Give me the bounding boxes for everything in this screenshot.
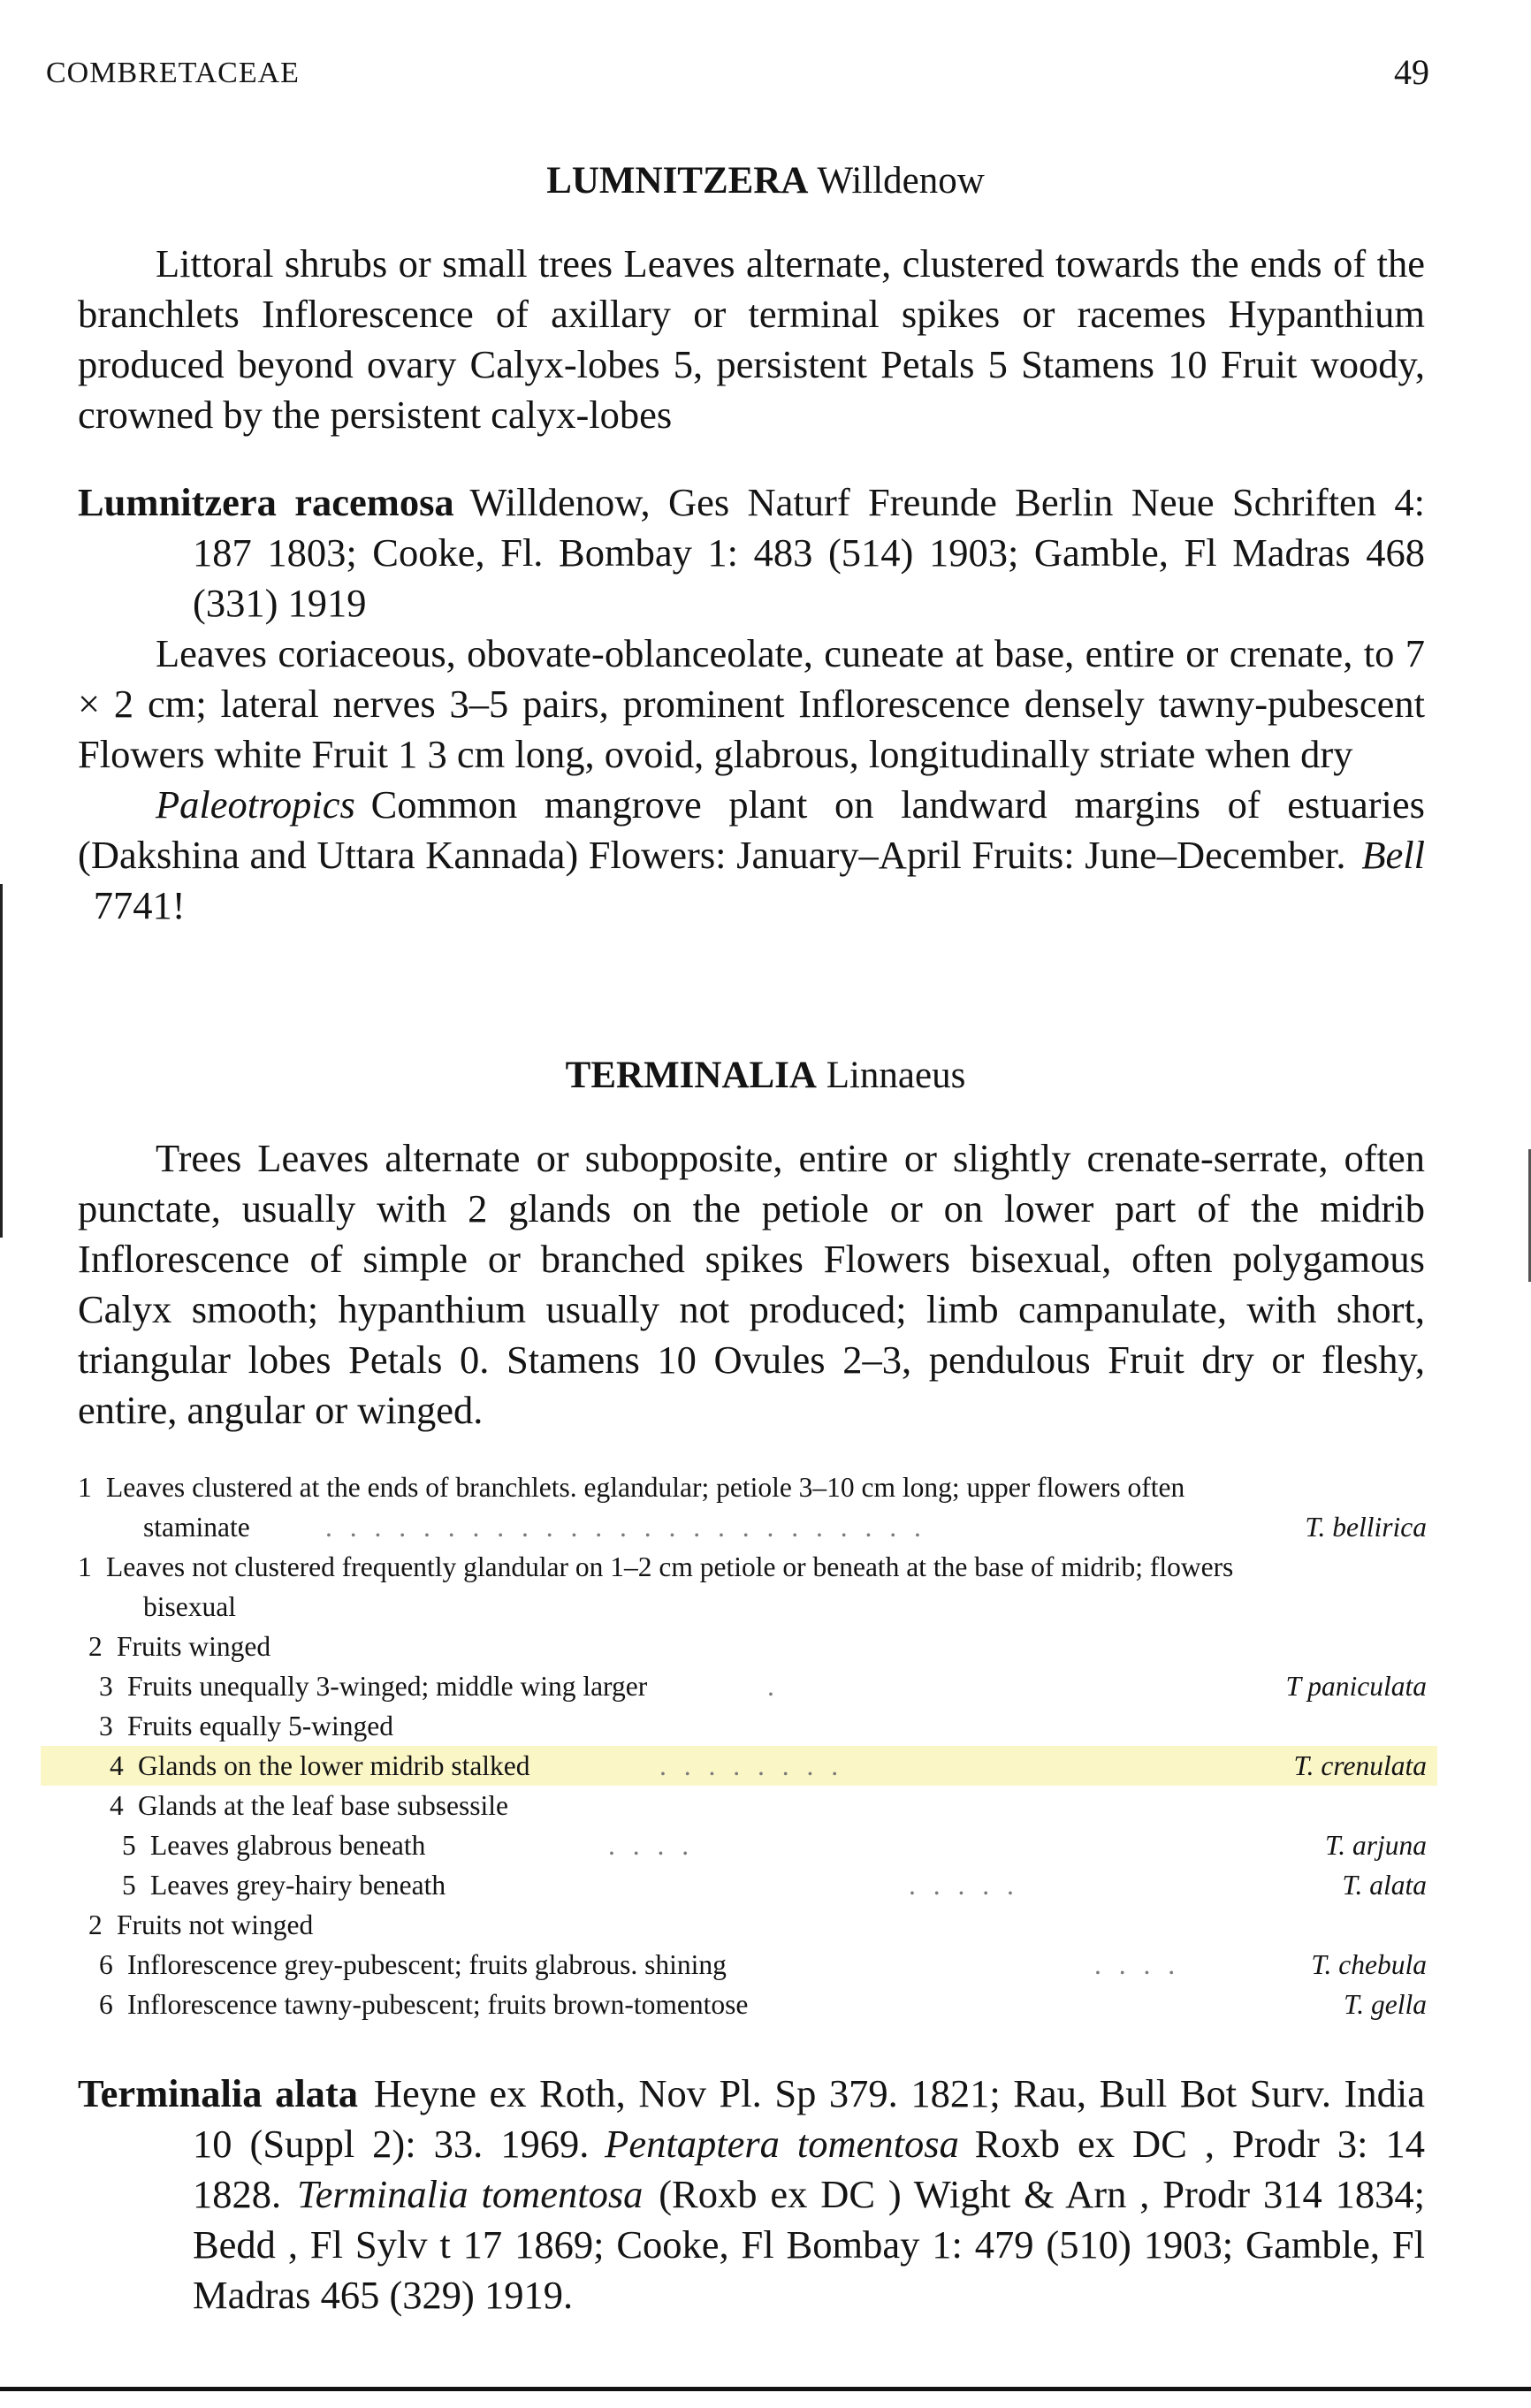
distribution-region: Paleotropics <box>156 782 355 827</box>
key-couplet <box>78 1547 1427 1587</box>
key-lead: 4 Glands on the lower midrib stalked <box>110 1750 530 1781</box>
key-lead: 5 Leaves glabrous beneath <box>122 1830 426 1861</box>
key-result: T. crenulata <box>1293 1750 1427 1781</box>
species-distribution <box>78 780 1425 931</box>
key-result: T. arjuna <box>1325 1830 1427 1861</box>
key-couplet <box>78 1865 1427 1905</box>
lumnitzera-racemosa-entry <box>78 477 1425 931</box>
key-couplet-highlighted <box>41 1746 1437 1786</box>
citation-text: (Roxb ex DC ) Wight & Arn , Prodr 314 1834; Bedd , Fl Sylv t 17 1869; Cooke, Fl Bombay 1: 479 (510) 1903; Gamble, Fl Madras 465 (329) 1919. <box>193 2172 1425 2317</box>
family-running-title: COMBRETACEAE <box>46 57 300 89</box>
citation-text: Roxb ex DC , Prodr 3: 14 1828. <box>193 2122 1425 2216</box>
key-lead: 2 Fruits not winged <box>88 1909 314 1940</box>
key-couplet <box>78 1786 1427 1825</box>
species-citation <box>78 2069 1425 2320</box>
key-lead: 3 Fruits unequally 3-winged; middle wing larger <box>99 1671 648 1702</box>
citation-text: Heyne ex Roth, Nov Pl. Sp 379. 1821; Rau, Bull Bot Surv. India 10 (Suppl 2): 33. 1969. <box>193 2071 1425 2166</box>
key-result: T. gella <box>1344 1989 1427 2020</box>
citation-text: Willdenow, Ges Naturf Freunde Berlin Neue Schriften 4: 187 1803; Cooke, Fl. Bombay 1: 483 (514) 1903; Gamble, Fl Madras 468 (331) 1919 <box>193 480 1426 625</box>
key-couplet <box>78 1587 1427 1627</box>
page-number: 49 <box>1394 52 1429 92</box>
species-name: Lumnitzera racemosa <box>78 480 454 524</box>
key-couplet <box>78 1905 1427 1945</box>
key-couplet <box>78 1706 1427 1746</box>
key-couplet <box>78 1467 1427 1507</box>
key-lead: 4 Glands at the leaf base subsessile <box>110 1790 509 1821</box>
key-lead: 1 Leaves not clustered frequently glandular on 1–2 cm petiole or beneath at the base of midrib; flowers <box>78 1551 1234 1582</box>
species-description: Leaves coriaceous, obovate-oblanceolate, cuneate at base, entire or crenate, to 7 × 2 cm; lateral nerves 3–5 pairs, prominent Inflorescence densely tawny-pubescent Flowers white Fruit 1 3 cm long, ovoid, glabrous, longitudinally striate when dry <box>78 631 1425 776</box>
key-couplet <box>78 1666 1427 1706</box>
key-couplet <box>78 1627 1427 1666</box>
leader-dots: . . . . . . . . . . . . . . . . . . . . . . . . . <box>325 1512 926 1543</box>
key-lead: staminate <box>143 1512 250 1543</box>
key-lead: 3 Fruits equally 5-winged <box>99 1711 393 1741</box>
terminalia-description-block <box>78 1133 1425 1436</box>
key-result: T paniculata <box>1285 1671 1427 1702</box>
specimen-number: 7741! <box>93 883 186 927</box>
leader-dots: . . . . <box>1094 1949 1181 1980</box>
genus-description: Trees Leaves alternate or subopposite, entire or slightly crenate-serrate, often punctate, usually with 2 glands on the petiole or on lower part of the midrib Inflorescence of simple or branched spikes Flowers bisexual, often polygamous Calyx smooth; hypanthium usually not produced; limb campanulate, with short, triangular lobes Petals 0. Stamens 10 Ovules 2–3, pendulous Fruit dry or fleshy, entire, angular or winged. <box>78 1136 1425 1432</box>
key-lead: 1 Leaves clustered at the ends of branchlets. eglandular; petiole 3–10 cm long; upper flowers often <box>78 1472 1185 1503</box>
lumnitzera-description-block <box>78 239 1425 440</box>
leader-dots: . <box>767 1671 780 1702</box>
specimen-collector: Bell <box>1361 833 1425 877</box>
synonym-name: Terminalia tomentosa <box>296 2172 644 2216</box>
key-lead: 2 Fruits winged <box>88 1631 271 1662</box>
genus-name: TERMINALIA <box>565 1055 817 1096</box>
terminalia-genus-heading <box>0 1054 1531 1097</box>
leader-dots: . . . . <box>608 1830 695 1861</box>
scan-bottom-edge <box>0 2387 1531 2391</box>
key-lead: 6 Inflorescence grey-pubescent; fruits glabrous. shining <box>99 1949 727 1980</box>
key-result: T. chebula <box>1311 1949 1427 1980</box>
species-name: Terminalia alata <box>78 2071 359 2115</box>
leader-dots: . . . . . . . . <box>659 1750 844 1781</box>
genus-author: Willdenow <box>817 160 985 202</box>
genus-description: Littoral shrubs or small trees Leaves alternate, clustered towards the ends of the branchlets Inflorescence of axillary or terminal spikes or racemes Hypanthium produced beyond ovary Calyx-lobes 5, persistent Petals 5 Stamens 10 Fruit woody, crowned by the persistent calyx-lobes <box>78 241 1425 437</box>
scan-edge-mark <box>0 884 3 1238</box>
genus-author: Linnaeus <box>826 1055 966 1096</box>
species-key <box>78 1467 1427 2024</box>
key-couplet <box>78 1825 1427 1865</box>
key-couplet <box>78 1945 1427 1985</box>
terminalia-alata-entry <box>78 2069 1425 2320</box>
running-head <box>46 51 1429 104</box>
key-result: T. bellirica <box>1305 1512 1427 1543</box>
distribution-text: Common mangrove plant on landward margins of estuaries (Dakshina and Uttara Kannada) Flowers: January–April Fruits: June–December. <box>78 782 1425 877</box>
synonym-name: Pentaptera tomentosa <box>605 2122 959 2166</box>
leader-dots: . . . . . <box>909 1870 1019 1901</box>
key-lead: 6 Inflorescence tawny-pubescent; fruits brown-tomentose <box>99 1989 749 2020</box>
lumnitzera-genus-heading <box>0 159 1531 202</box>
key-couplet <box>78 1507 1427 1547</box>
genus-name: LUMNITZERA <box>546 160 809 202</box>
species-citation <box>78 477 1425 629</box>
key-result: T. alata <box>1342 1870 1427 1901</box>
key-lead: 5 Leaves grey-hairy beneath <box>122 1870 446 1901</box>
key-couplet <box>78 1985 1427 2024</box>
key-lead: bisexual <box>143 1591 236 1622</box>
